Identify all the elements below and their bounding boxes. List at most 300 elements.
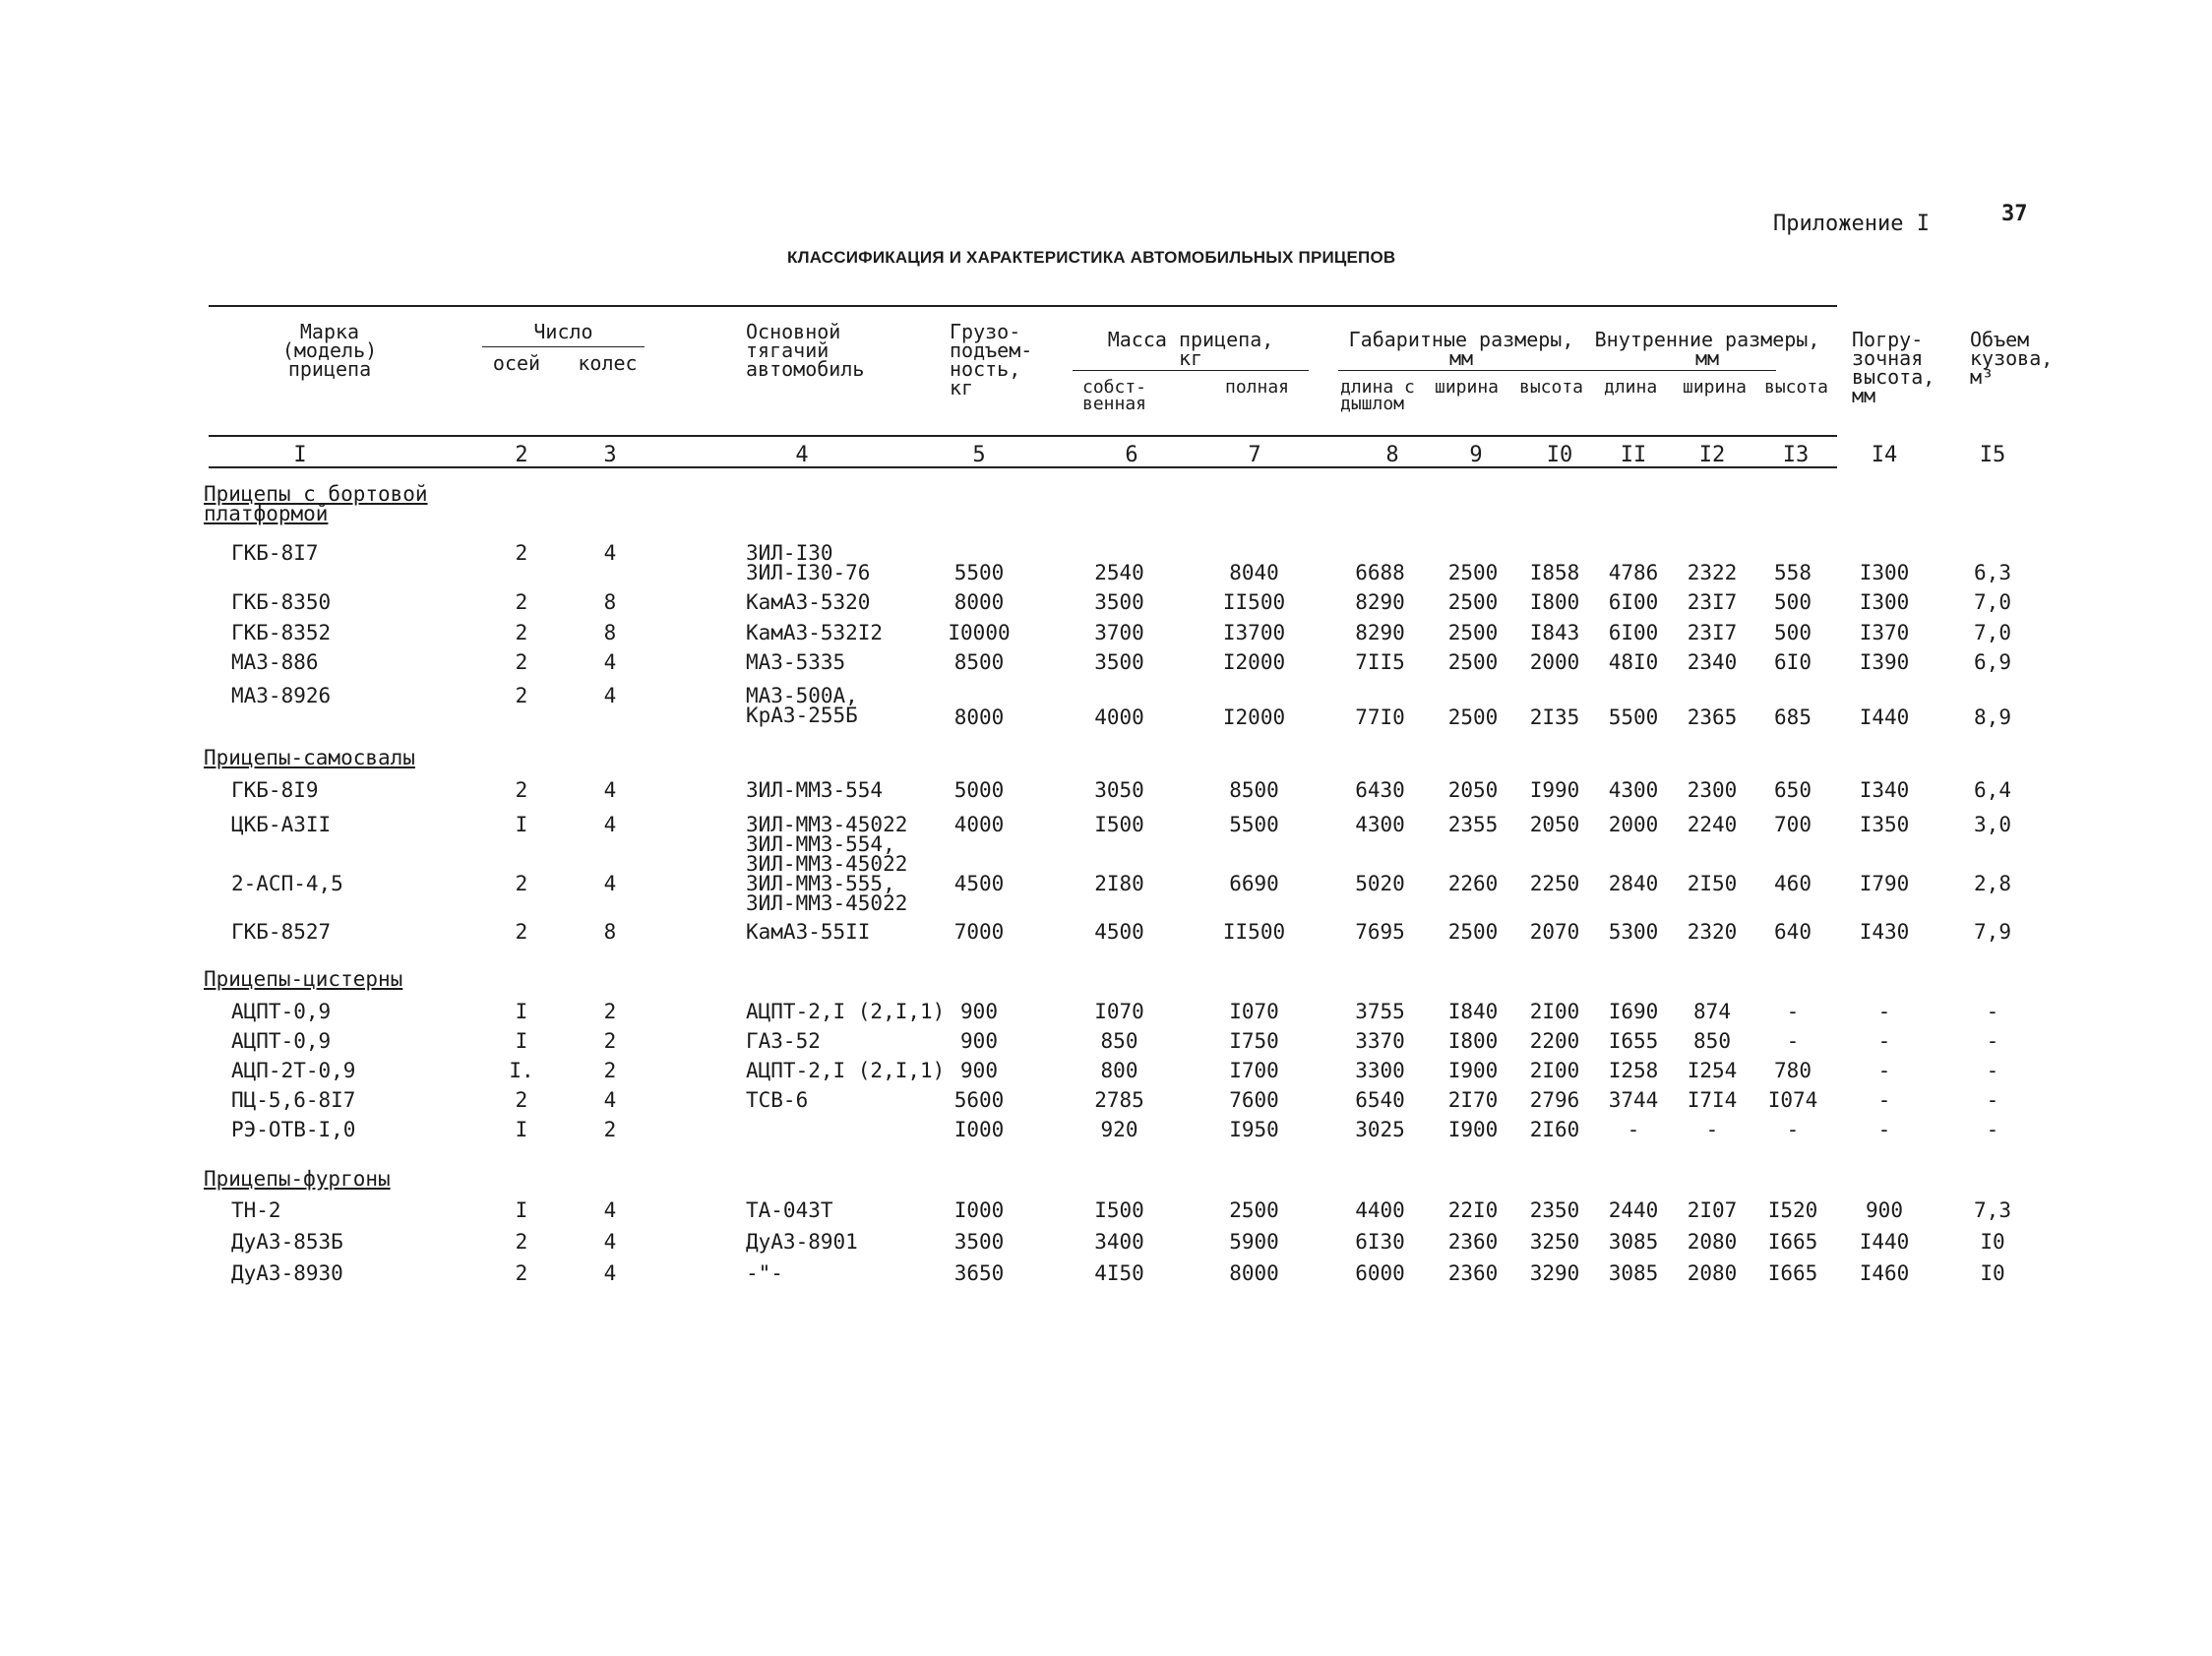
table-cell: - <box>1986 1118 1999 1141</box>
header-mass-own: собст- венная <box>1082 377 1147 414</box>
table-cell: 7,0 <box>1974 621 2011 644</box>
header-inner-dims: Внутренние размеры, мм <box>1594 328 1820 370</box>
header-inner-width: ширина <box>1683 377 1748 398</box>
table-cell: I0000 <box>948 621 1011 644</box>
table-cell: 4 <box>603 541 617 565</box>
table-cell: 2 <box>515 590 528 614</box>
table-row <box>0 813 2212 876</box>
table-cell: 2 <box>515 1088 528 1112</box>
table-cell: 3250 <box>1529 1230 1580 1254</box>
header-load-height: Погру- зочная высота, мм <box>1852 328 1936 407</box>
table-cell: I460 <box>1859 1261 1910 1285</box>
table-cell: I440 <box>1859 705 1910 729</box>
table-cell: 558 <box>1774 561 1812 584</box>
table-cell: 7600 <box>1229 1088 1279 1112</box>
table-cell: 2250 <box>1529 872 1580 895</box>
table-cell: 2500 <box>1447 621 1499 644</box>
table-cell: 2500 <box>1447 650 1499 674</box>
header-vehicle: Основной тягачий автомобиль <box>746 320 865 381</box>
table-row <box>0 1263 2212 1313</box>
table-cell: 2I00 <box>1529 1059 1580 1082</box>
table-cell: I0 <box>1980 1230 2005 1254</box>
appendix-label: Приложение I <box>1773 212 1930 236</box>
table-cell: 7,3 <box>1974 1198 2011 1222</box>
table-cell: I690 <box>1608 1000 1659 1023</box>
colnum-6: 6 <box>1125 443 1138 467</box>
table-cell: 77I0 <box>1355 705 1405 729</box>
table-cell: I665 <box>1767 1261 1818 1285</box>
table-cell: 4300 <box>1355 813 1405 836</box>
table-cell: 3300 <box>1355 1059 1405 1082</box>
table-cell: ГКБ-8352 <box>231 621 332 644</box>
table-cell: I350 <box>1859 813 1910 836</box>
table-cell: 8000 <box>953 590 1005 614</box>
table-cell: - <box>1877 1000 1891 1023</box>
table-cell: 6,4 <box>1974 778 2011 802</box>
table-cell: ТН-2 <box>231 1198 281 1222</box>
colnum-11: II <box>1620 443 1647 467</box>
table-cell: I070 <box>1229 1000 1279 1023</box>
table-cell: 3500 <box>1094 590 1144 614</box>
table-cell: 2050 <box>1447 778 1499 802</box>
table-cell: 900 <box>960 1059 998 1082</box>
table-cell: - <box>1786 1000 1800 1023</box>
table-cell: 874 <box>1693 1000 1731 1023</box>
table-cell: 3400 <box>1094 1230 1144 1254</box>
table-cell: I3700 <box>1222 621 1286 644</box>
table-cell: 3755 <box>1355 1000 1405 1023</box>
table-cell: 3290 <box>1529 1261 1580 1285</box>
table-cell: 8 <box>603 590 617 614</box>
table-cell: 900 <box>960 1029 998 1053</box>
table-cell: 6I00 <box>1608 590 1659 614</box>
table-cell: 8 <box>603 920 617 944</box>
colnum-2: 2 <box>515 443 528 467</box>
table-cell: 4400 <box>1355 1198 1405 1222</box>
table-cell: 5900 <box>1229 1230 1279 1254</box>
table-cell: I <box>515 1198 528 1222</box>
header-model: Марка (модель) прицепа <box>281 320 378 381</box>
section-title-van: Прицепы-фургоны <box>204 1167 391 1191</box>
table-cell: 460 <box>1774 872 1812 895</box>
table-cell: 500 <box>1774 590 1812 614</box>
table-cell: 5500 <box>1608 705 1659 729</box>
table-cell: 2260 <box>1447 872 1499 895</box>
table-cell: I074 <box>1767 1088 1818 1112</box>
table-cell: I300 <box>1859 590 1910 614</box>
table-cell: 2500 <box>1447 920 1499 944</box>
table-cell: 2 <box>515 1230 528 1254</box>
table-cell: ЗИЛ-ММЗ-554 <box>746 778 884 802</box>
table-cell: 780 <box>1774 1059 1812 1082</box>
table-cell: 850 <box>1100 1029 1138 1053</box>
table-cell: 2 <box>603 1118 617 1141</box>
header-overall-dims: Габаритные размеры, мм <box>1348 328 1574 370</box>
table-cell: 3,0 <box>1974 813 2011 836</box>
table-cell: 6688 <box>1355 561 1405 584</box>
table-cell: 2500 <box>1229 1198 1279 1222</box>
table-row <box>0 543 2212 592</box>
table-cell: 900 <box>1866 1198 1903 1222</box>
table-cell: 2I07 <box>1687 1198 1738 1222</box>
table-cell: I858 <box>1529 561 1580 584</box>
table-cell: 2070 <box>1529 920 1580 944</box>
table-cell: 2 <box>515 621 528 644</box>
table-cell: - <box>1877 1059 1891 1082</box>
table-cell: 2350 <box>1529 1198 1580 1222</box>
table-cell: I <box>515 813 528 836</box>
page-number: 37 <box>2001 202 2028 226</box>
table-cell: 4 <box>603 813 617 836</box>
table-cell: I440 <box>1859 1230 1910 1254</box>
table-cell: 2355 <box>1447 813 1499 836</box>
table-cell: 2 <box>515 650 528 674</box>
table-cell: 2 <box>515 920 528 944</box>
table-cell: 4000 <box>1094 705 1144 729</box>
table-cell: 5300 <box>1608 920 1659 944</box>
table-cell: - <box>1986 1088 1999 1112</box>
header-count: Число <box>533 320 593 343</box>
table-cell: - <box>1786 1118 1800 1141</box>
table-cell: I000 <box>953 1118 1005 1141</box>
table-cell: 3050 <box>1094 778 1144 802</box>
table-cell: 920 <box>1100 1118 1138 1141</box>
table-cell: 2 <box>515 778 528 802</box>
table-cell: 6690 <box>1229 872 1279 895</box>
table-cell: I800 <box>1447 1029 1499 1053</box>
table-cell: 5600 <box>953 1088 1005 1112</box>
header-width: ширина <box>1435 377 1500 398</box>
table-row <box>0 686 2212 735</box>
table-cell: -"- <box>746 1261 783 1285</box>
table-cell: АЦП-2Т-0,9 <box>231 1059 356 1082</box>
table-cell: 500 <box>1774 621 1812 644</box>
table-cell: 2320 <box>1687 920 1738 944</box>
table-cell: ГКБ-8I9 <box>231 778 319 802</box>
table-cell: 850 <box>1693 1029 1731 1053</box>
table-cell: I500 <box>1094 1198 1144 1222</box>
table-cell: I370 <box>1859 621 1910 644</box>
table-cell: I070 <box>1094 1000 1144 1023</box>
table-cell: 2 <box>603 1029 617 1053</box>
table-cell: 2080 <box>1687 1261 1738 1285</box>
table-cell: 3744 <box>1608 1088 1659 1112</box>
table-cell: I800 <box>1529 590 1580 614</box>
count-group-rule <box>482 346 645 347</box>
table-cell: 8040 <box>1229 561 1279 584</box>
table-cell: 5500 <box>953 561 1005 584</box>
header-bottom-rule <box>209 435 1837 437</box>
table-cell: I390 <box>1859 650 1910 674</box>
colnum-10: I0 <box>1546 443 1573 467</box>
table-cell: ЗИЛ-ММЗ-555, ЗИЛ-ММЗ-45022 <box>746 872 908 915</box>
header-capacity: Грузо- подъем- ность, кг <box>950 320 1033 399</box>
table-cell: I2000 <box>1222 705 1286 729</box>
table-cell: I300 <box>1859 561 1910 584</box>
table-cell: - <box>1627 1118 1640 1141</box>
table-cell: 8290 <box>1355 621 1405 644</box>
table-cell: I0 <box>1980 1261 2005 1285</box>
table-cell: КамАЗ-532I2 <box>746 621 884 644</box>
section-title-flatbed: Прицепы с бортовой платформой <box>204 482 428 525</box>
table-cell: 2 <box>515 684 528 707</box>
table-cell: 2I50 <box>1687 872 1738 895</box>
mass-group-rule <box>1073 370 1309 371</box>
table-cell: 900 <box>960 1000 998 1023</box>
section-title-tank: Прицепы-цистерны <box>204 967 403 991</box>
table-cell: 3650 <box>953 1261 1005 1285</box>
table-cell: 2322 <box>1687 561 1738 584</box>
header-height: высота <box>1519 377 1584 398</box>
table-cell: 6I00 <box>1608 621 1659 644</box>
table-cell: 4300 <box>1608 778 1659 802</box>
table-cell: 3700 <box>1094 621 1144 644</box>
table-cell: 23I7 <box>1687 590 1738 614</box>
table-cell: 2I60 <box>1529 1118 1580 1141</box>
table-cell: 2440 <box>1608 1198 1659 1222</box>
table-cell: 2000 <box>1529 650 1580 674</box>
table-cell: 2200 <box>1529 1029 1580 1053</box>
table-cell: 2500 <box>1447 561 1499 584</box>
table-cell: 2-АСП-4,5 <box>231 872 343 895</box>
table-cell: 48I0 <box>1608 650 1659 674</box>
table-cell: 7695 <box>1355 920 1405 944</box>
table-cell: ЗИЛ-ММЗ-45022 ЗИЛ-ММЗ-554, ЗИЛ-ММЗ-45022 <box>746 813 908 876</box>
table-cell: 8290 <box>1355 590 1405 614</box>
table-cell: II500 <box>1222 920 1286 944</box>
table-cell: 4000 <box>953 813 1005 836</box>
table-cell: I340 <box>1859 778 1910 802</box>
table-cell: 23I7 <box>1687 621 1738 644</box>
table-cell: 800 <box>1100 1059 1138 1082</box>
table-cell: 2,8 <box>1974 872 2011 895</box>
table-cell: I900 <box>1447 1118 1499 1141</box>
table-cell: 8000 <box>953 705 1005 729</box>
table-cell: АЦПТ-2,I (2,I,1) <box>746 1000 946 1023</box>
table-cell: 6430 <box>1355 778 1405 802</box>
colnum-5: 5 <box>972 443 986 467</box>
table-cell: МАЗ-8926 <box>231 684 332 707</box>
table-cell: I900 <box>1447 1059 1499 1082</box>
table-cell: I790 <box>1859 872 1910 895</box>
header-length-drawbar: длина с дышлом <box>1340 377 1415 414</box>
table-cell: 5500 <box>1229 813 1279 836</box>
table-cell: - <box>1877 1029 1891 1053</box>
table-cell: 2 <box>603 1059 617 1082</box>
table-cell: 4 <box>603 1230 617 1254</box>
table-cell: ГКБ-8527 <box>231 920 332 944</box>
table-cell: 3085 <box>1608 1261 1659 1285</box>
number-row-rule <box>209 466 1837 468</box>
table-cell: 4500 <box>953 872 1005 895</box>
table-row <box>0 922 2212 971</box>
colnum-13: I3 <box>1782 443 1810 467</box>
table-cell: 6I30 <box>1355 1230 1405 1254</box>
table-cell: ДуАЗ-8930 <box>231 1261 343 1285</box>
table-cell: ГКБ-8I7 <box>231 541 319 565</box>
colnum-9: 9 <box>1469 443 1483 467</box>
table-cell: I520 <box>1767 1198 1818 1222</box>
table-cell: 8 <box>603 621 617 644</box>
colnum-3: 3 <box>603 443 617 467</box>
table-cell: 2I00 <box>1529 1000 1580 1023</box>
header-mass-full: полная <box>1225 377 1290 398</box>
table-cell: 2000 <box>1608 813 1659 836</box>
table-cell: 8500 <box>953 650 1005 674</box>
table-cell: I840 <box>1447 1000 1499 1023</box>
table-cell: I2000 <box>1222 650 1286 674</box>
table-cell: 5020 <box>1355 872 1405 895</box>
table-cell: 2I70 <box>1447 1088 1499 1112</box>
colnum-4: 4 <box>795 443 809 467</box>
table-cell: 685 <box>1774 705 1812 729</box>
table-cell: 2 <box>603 1000 617 1023</box>
table-cell: 8500 <box>1229 778 1279 802</box>
table-cell: 2500 <box>1447 705 1499 729</box>
table-cell: КамАЗ-5320 <box>746 590 871 614</box>
table-cell: I665 <box>1767 1230 1818 1254</box>
table-cell: ГКБ-8350 <box>231 590 332 614</box>
table-cell: МАЗ-886 <box>231 650 319 674</box>
table-cell: 4 <box>603 684 617 707</box>
table-cell: МАЗ-5335 <box>746 650 846 674</box>
table-cell: - <box>1986 1000 1999 1023</box>
header-volume: Объем кузова, м³ <box>1970 328 2054 389</box>
table-cell: 3025 <box>1355 1118 1405 1141</box>
document-title: КЛАССИФИКАЦИЯ И ХАРАКТЕРИСТИКА АВТОМОБИЛЬНЫХ ПРИЦЕПОВ <box>787 248 1396 267</box>
table-cell: 4 <box>603 1088 617 1112</box>
table-cell: I843 <box>1529 621 1580 644</box>
table-cell: I254 <box>1687 1059 1738 1082</box>
table-cell: I750 <box>1229 1029 1279 1053</box>
table-cell: 4 <box>603 650 617 674</box>
header-axles: осей <box>492 351 541 375</box>
table-cell: 4 <box>603 778 617 802</box>
table-cell: 6,9 <box>1974 650 2011 674</box>
table-cell: 2 <box>515 541 528 565</box>
table-cell: 3370 <box>1355 1029 1405 1053</box>
colnum-15: I5 <box>1979 443 2006 467</box>
table-cell: 8000 <box>1229 1261 1279 1285</box>
table-cell: 650 <box>1774 778 1812 802</box>
table-cell: 2365 <box>1687 705 1738 729</box>
table-cell: 2050 <box>1529 813 1580 836</box>
table-cell: АЦПТ-0,9 <box>231 1000 332 1023</box>
table-cell: ТСВ-6 <box>746 1088 809 1112</box>
table-cell: I7I4 <box>1687 1088 1738 1112</box>
table-cell: I950 <box>1229 1118 1279 1141</box>
table-cell: 5000 <box>953 778 1005 802</box>
table-cell: I <box>515 1029 528 1053</box>
table-cell: I990 <box>1529 778 1580 802</box>
table-cell: 4 <box>603 1261 617 1285</box>
table-cell: 2340 <box>1687 650 1738 674</box>
table-cell: 7,9 <box>1974 920 2011 944</box>
table-cell: 7II5 <box>1355 650 1405 674</box>
table-cell: АЦПТ-0,9 <box>231 1029 332 1053</box>
table-cell: 700 <box>1774 813 1812 836</box>
table-cell: - <box>1986 1029 1999 1053</box>
table-cell: I655 <box>1608 1029 1659 1053</box>
colnum-8: 8 <box>1385 443 1399 467</box>
table-cell: 2785 <box>1094 1088 1144 1112</box>
table-cell: КамАЗ-55II <box>746 920 871 944</box>
colnum-7: 7 <box>1248 443 1261 467</box>
table-cell: ДуАЗ-8901 <box>746 1230 858 1254</box>
table-cell: ДуАЗ-853Б <box>231 1230 343 1254</box>
table-cell: II500 <box>1222 590 1286 614</box>
table-cell: ЗИЛ-I30 ЗИЛ-I30-76 <box>746 541 871 584</box>
table-cell: 4500 <box>1094 920 1144 944</box>
header-inner-height: высота <box>1764 377 1829 398</box>
table-cell: 4786 <box>1608 561 1659 584</box>
table-cell: 2840 <box>1608 872 1659 895</box>
table-row <box>0 874 2212 923</box>
table-cell: I <box>515 1000 528 1023</box>
table-cell: 2500 <box>1447 590 1499 614</box>
table-cell: 2240 <box>1687 813 1738 836</box>
table-cell: ГАЗ-52 <box>746 1029 821 1053</box>
table-cell: - <box>1986 1059 1999 1082</box>
colnum-1: I <box>293 443 307 467</box>
table-cell: 6540 <box>1355 1088 1405 1112</box>
table-cell: ЦКБ-А3II <box>231 813 332 836</box>
table-cell: АЦПТ-2,I (2,I,1) <box>746 1059 946 1082</box>
table-cell: МАЗ-500А, КрАЗ-255Б <box>746 684 858 727</box>
table-cell: 22I0 <box>1447 1198 1499 1222</box>
header-inner-length: длина <box>1604 377 1658 398</box>
table-top-rule <box>209 305 1837 307</box>
table-cell: I <box>515 1118 528 1141</box>
table-cell: ПЦ-5,6-8I7 <box>231 1088 356 1112</box>
table-cell: I500 <box>1094 813 1144 836</box>
table-cell: - <box>1786 1029 1800 1053</box>
table-cell: 2796 <box>1529 1088 1580 1112</box>
table-cell: 4I50 <box>1094 1261 1144 1285</box>
table-cell: 2 <box>515 1261 528 1285</box>
table-cell: РЭ-ОТВ-I,0 <box>231 1118 356 1141</box>
table-cell: I000 <box>953 1198 1005 1222</box>
header-wheels: колес <box>578 351 638 375</box>
table-cell: I. <box>509 1059 534 1082</box>
table-cell: 8,9 <box>1974 705 2011 729</box>
table-cell: I700 <box>1229 1059 1279 1082</box>
table-cell: I430 <box>1859 920 1910 944</box>
table-cell: 3085 <box>1608 1230 1659 1254</box>
table-cell: 7,0 <box>1974 590 2011 614</box>
table-cell: I258 <box>1608 1059 1659 1082</box>
table-cell: 3500 <box>1094 650 1144 674</box>
table-cell: 4 <box>603 1198 617 1222</box>
table-cell: 6I0 <box>1774 650 1812 674</box>
table-cell: 640 <box>1774 920 1812 944</box>
table-cell: 4 <box>603 872 617 895</box>
table-cell: 3500 <box>953 1230 1005 1254</box>
table-cell: ТА-043Т <box>746 1198 833 1222</box>
section-title-dump: Прицепы-самосвалы <box>204 746 415 769</box>
table-row <box>0 1120 2212 1169</box>
table-cell: 2I80 <box>1094 872 1144 895</box>
table-cell: 2540 <box>1094 561 1144 584</box>
table-cell: - <box>1877 1088 1891 1112</box>
table-cell: 7000 <box>953 920 1005 944</box>
table-cell: 6,3 <box>1974 561 2011 584</box>
table-cell: 2360 <box>1447 1230 1499 1254</box>
colnum-14: I4 <box>1871 443 1898 467</box>
table-cell: 6000 <box>1355 1261 1405 1285</box>
table-cell: - <box>1877 1118 1891 1141</box>
colnum-12: I2 <box>1698 443 1726 467</box>
